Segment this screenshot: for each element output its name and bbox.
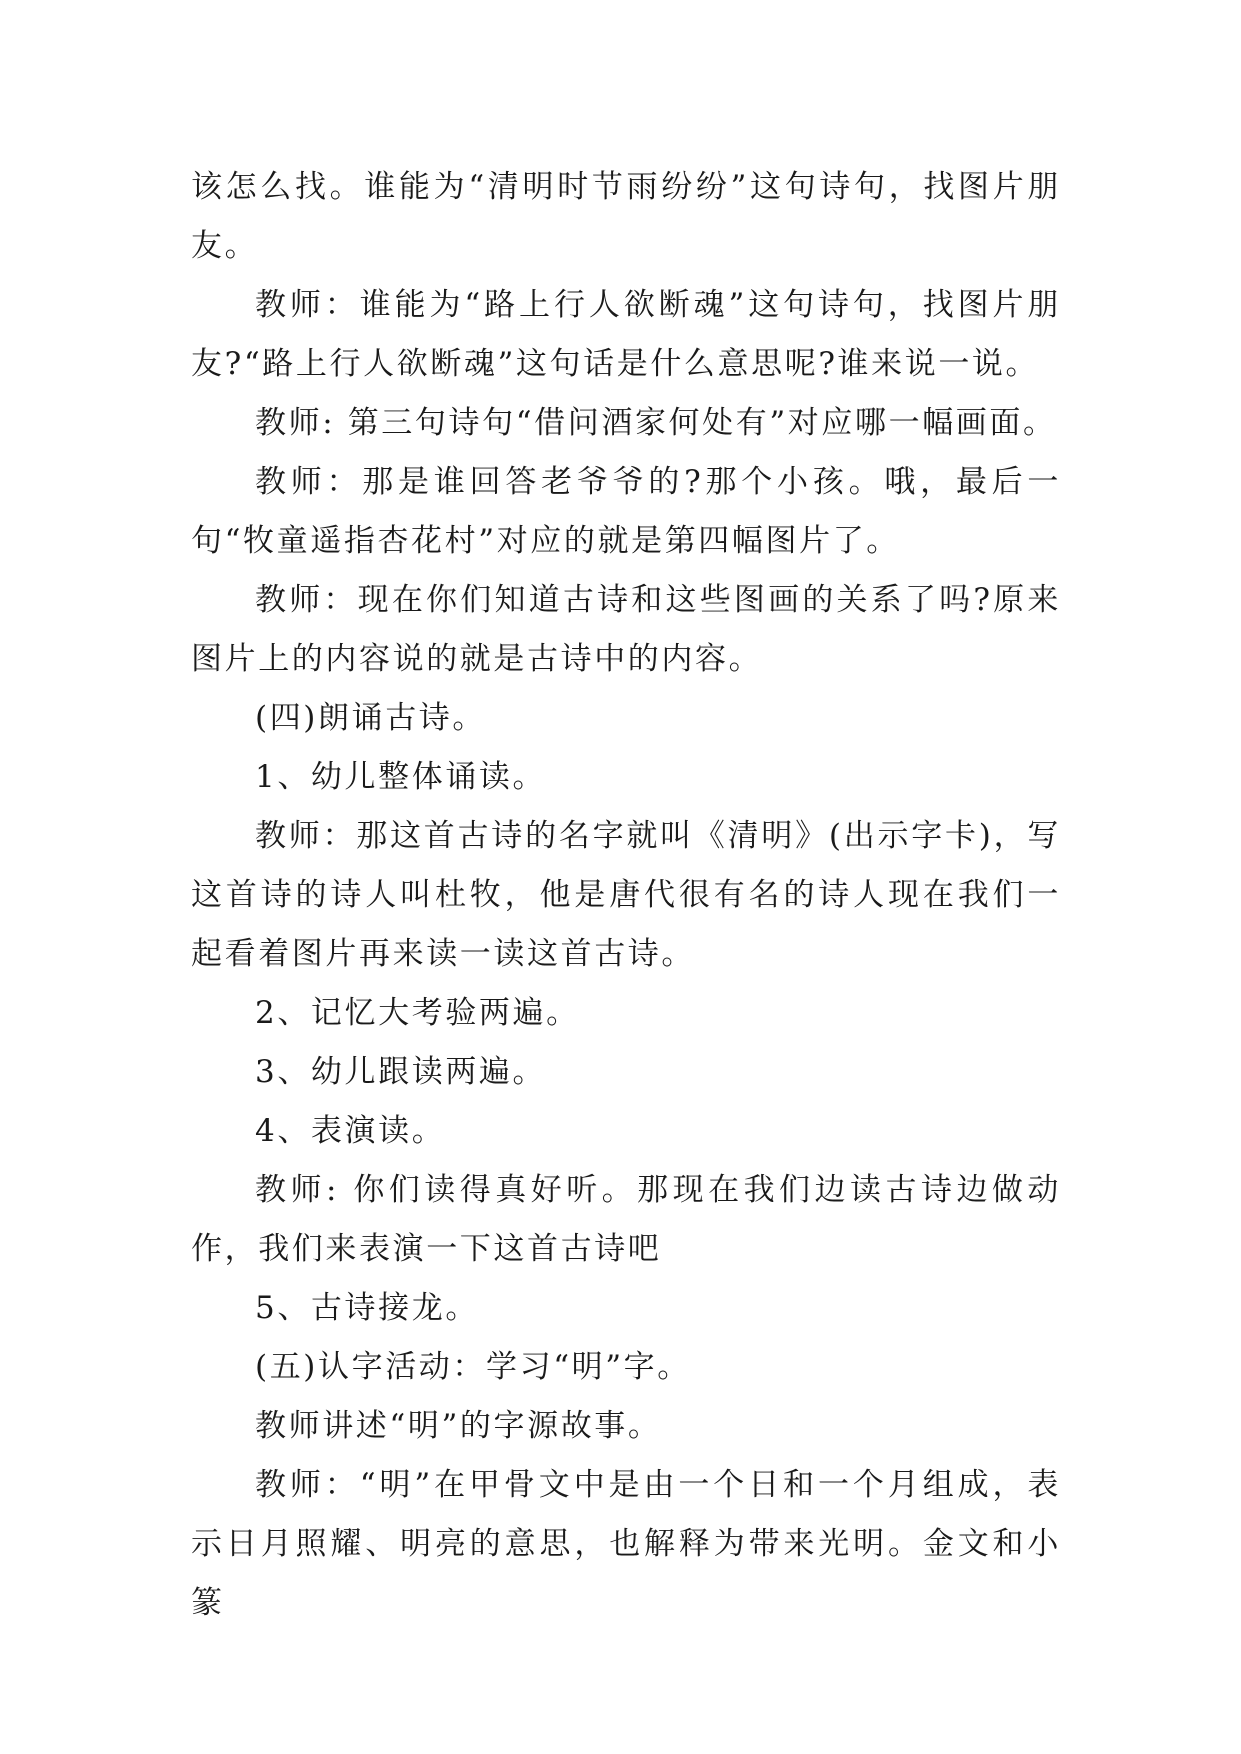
paragraph-15: 教师讲述“明”的字源故事。	[255, 1408, 662, 1444]
paragraph-12: 教师: 你们读得真好听。那现在我们边读古诗边做动作，我们来表演一下这首古诗吧	[191, 1172, 1061, 1267]
paragraph-8: 教师：那这首古诗的名字就叫《清明》(出示字卡)，写这首诗的诗人叫杜牧，他是唐代很有名的诗人现在我们一起看着图片再来读一读这首古诗。	[191, 818, 1061, 972]
section-heading-5: (五)认字活动：学习“明”字。	[255, 1349, 691, 1385]
section-heading-4: (四)朗诵古诗。	[255, 700, 486, 736]
list-item-1: 1、幼儿整体诵读。	[255, 759, 547, 795]
list-item-5: 5、古诗接龙。	[255, 1290, 479, 1326]
document-body	[191, 158, 1061, 1633]
paragraph-5: 教师：现在你们知道古诗和这些图画的关系了吗?原来图片上的内容说的就是古诗中的内容。	[191, 582, 1061, 677]
list-item-4: 4、表演读。	[255, 1113, 446, 1149]
paragraph-4: 教师：那是谁回答老爷爷的?那个小孩。哦，最后一句“牧童遥指杏花村”对应的就是第四幅图片了。	[191, 464, 1061, 559]
list-item-2: 2、记忆大考验两遍。	[255, 995, 580, 1031]
paragraph-3: 教师: 第三句诗句“借问酒家何处有”对应哪一幅画面。	[255, 405, 1057, 441]
paragraph-2: 教师：谁能为“路上行人欲断魂”这句诗句，找图片朋友?“路上行人欲断魂”这句话是什么意思呢?谁来说一说。	[191, 287, 1061, 382]
paragraph-1: 该怎么找。谁能为“清明时节雨纷纷”这句诗句，找图片朋友。	[191, 169, 1061, 264]
paragraph-16: 教师：“明”在甲骨文中是由一个日和一个月组成，表示日月照耀、明亮的意思，也解释为带来光明。金文和小篆	[191, 1467, 1061, 1621]
list-item-3: 3、幼儿跟读两遍。	[255, 1054, 547, 1090]
